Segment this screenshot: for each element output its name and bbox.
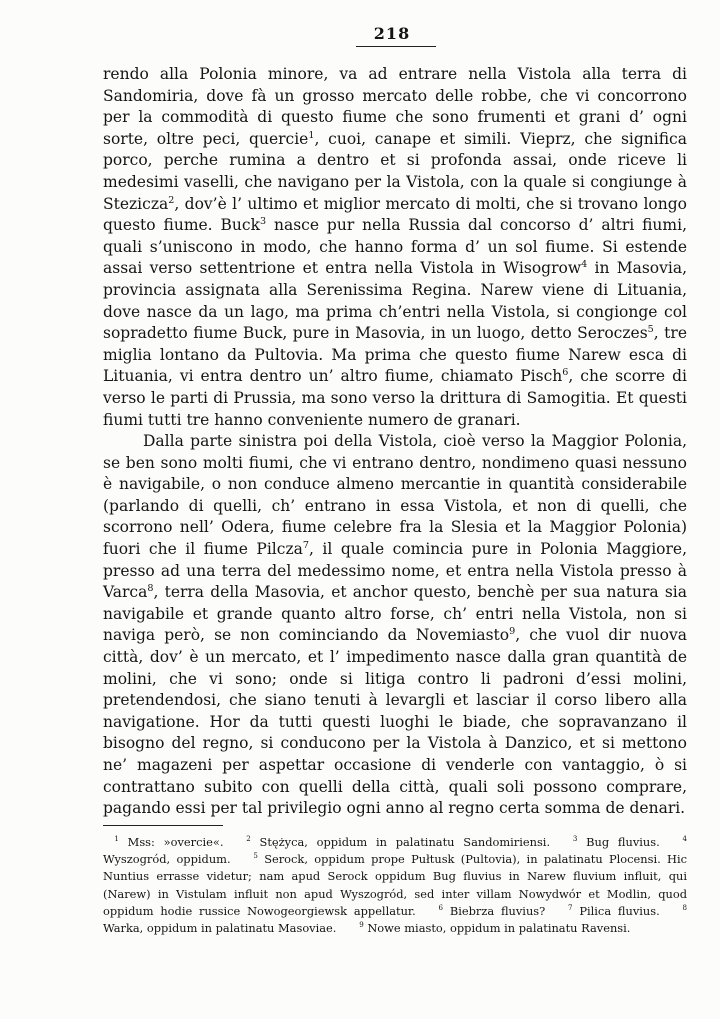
footnote-item	[223, 835, 550, 849]
footnote-item	[416, 904, 546, 918]
text-run: , che vuol dir nuova città, dov’ è un mercato, et l’ impedimento nasce dalla gran quantità de molini, che vi sono; onde si litiga contro li padroni d’essi molini, pretendendosi, che siano tenuti à levargli et lasciar il corso libero alla navigatione. Hor da tutti questi luoghi le biade, che sopravanzano il bisogno del regno, si conducono per la Vistola à Danzico, et si mettono ne’ magazeni per aspettar occasione di venderle con vantaggio, ò si contrattano subito con quelli della città, quali soli possono comprare, pagando essi per tal privilegio ogni anno al regno certa somma de denari.	[103, 626, 687, 818]
footnote-number: 6	[438, 903, 444, 913]
footnote-marker: 7	[302, 539, 309, 551]
footnote-number: 9	[359, 920, 364, 930]
footnote-marker: 4	[581, 259, 588, 271]
text-run: nasce pur nella Russia dal concorso d’ altri fiumi, quali s’uniscono in modo, che hanno forma d’ un sol fiume. Si estende assai verso settentrione et entra nella Vistola in Wisogrow	[103, 216, 687, 278]
page-number: 218	[373, 24, 411, 43]
footnote-marker: 8	[147, 583, 154, 595]
footnote-marker: 5	[647, 323, 654, 335]
text-run: , terra della Masovia, et anchor questo, benchè per sua natura sia navigabile et grande quanto altro forse, ch’ entri nella Vistola, non si naviga però, se non cominciando da Novemiasto	[103, 583, 687, 645]
footnote-marker: 6	[562, 367, 569, 379]
footnote-item	[336, 921, 630, 935]
footnote-number: 5	[253, 851, 258, 861]
footnotes-block	[103, 834, 687, 937]
text-run: rendo alla Polonia minore, va ad entrare nella Vistola alla terra di Sandomiria, dove fà un grosso mercato delle robbe, che vi concorrono per la commodità di questo fiume che sono frumenti et grani d’ ogni sorte, oltre peci, quercie	[103, 65, 687, 148]
footnote-text: Wyszogród, oppidum.	[103, 852, 231, 867]
footnote-marker: 9	[509, 626, 516, 638]
footnote-rule	[103, 825, 223, 826]
footnote-text: Warka, oppidum in palatinatu Masoviae.	[103, 921, 337, 936]
paragraph-1	[103, 64, 687, 431]
body-text	[103, 64, 687, 820]
footnote-text: Pilica fluvius.	[579, 903, 660, 918]
footnote-item	[103, 835, 223, 849]
footnote-marker: 2	[168, 194, 175, 206]
footnote-item	[545, 904, 660, 918]
footnote-number: 1	[114, 834, 119, 844]
text-run: , il quale comincia pure in Polonia Maggiore, presso ad una terra del medessimo nome, et entra nella Vistola presso à Varca	[103, 540, 687, 602]
text-run: in Masovia, provincia assignata alla Serenissima Regina. Narew viene di Lituania, dove nasce da un lago, ma prima ch’entri nella Vistola, si congionge col sopradetto fiume Buck, pure in Masovia, in un luogo, detto Seroczes	[103, 259, 688, 343]
text-run: , cuoi, canape et simili. Vieprz, che significa porco, perche rumina a dentro et si profonda assai, onde riceve li medesimi vaselli, che navigano per la Vistola, con la quale si congiunge à Stezicza	[103, 129, 687, 213]
text-run: Dalla parte sinistra poi della Vistola, cioè verso la Maggior Polonia, se ben sono molti fiumi, che vi entrano dentro, nondimeno quasi nessuno è navigabile, o non conduce almeno mercantie in quantità considerabile (parlando di quelli, ch’ entrano in essa Vistola, et non di quelli, che scorrono nell’ Odera, fiume celebre fra la Slesia et la Maggior Polonia) fuori che il fiume Pilcza	[103, 432, 687, 559]
page-number-rule	[356, 46, 436, 47]
footnote-number: 4	[682, 834, 688, 844]
footnote-item	[550, 835, 660, 849]
footnote-number: 2	[246, 834, 251, 844]
footnote-text: Stężyca, oppidum in palatinatu Sandomiriensi.	[259, 835, 551, 849]
footnote-text: Biebrza fluvius?	[449, 903, 546, 918]
footnote-marker: 1	[308, 129, 315, 141]
footnote-number: 8	[682, 903, 688, 913]
footnote-number: 3	[572, 834, 578, 844]
footnote-text: Mss: »overcie«.	[127, 835, 224, 849]
footnote-text: Nowe miasto, oppidum in palatinatu Ravensi.	[367, 921, 631, 936]
text-run: , che scorre di verso le parti di Prussia, ma sono verso la drittura di Samogitia. Et questi fiumi tutti tre hanno conveniente numero de granari.	[103, 367, 687, 429]
footnote-text: Serock, oppidum prope Pułtusk (Pultovia), in palatinatu Plocensi. Hic Nuntius errasse videtur; nam apud Serock oppidum Bug fluvius in Narew fluvium influit, qui (Narew) in Vistulam influit non apud Wyszogród, sed inter villam Nowydwór et Modlin, quod oppidum hodie russice Nowogeorgiewsk appellatur.	[103, 852, 688, 918]
footnote-text: Bug fluvius.	[586, 835, 660, 849]
footnote-marker: 3	[259, 216, 267, 227]
text-run: , dov’è l’ ultimo et miglior mercato di molti, che si trovano longo questo fiume. Buck	[103, 194, 687, 235]
footnotes	[103, 834, 687, 937]
text-run: , tre miglia lontano da Pultovia. Ma prima che questo fiume Narew esca di Lituania, vi entra dentro un’ altro fiume, chiamato Pisch	[103, 324, 687, 386]
footnote-number: 7	[568, 903, 573, 913]
paragraph-2	[103, 431, 687, 820]
